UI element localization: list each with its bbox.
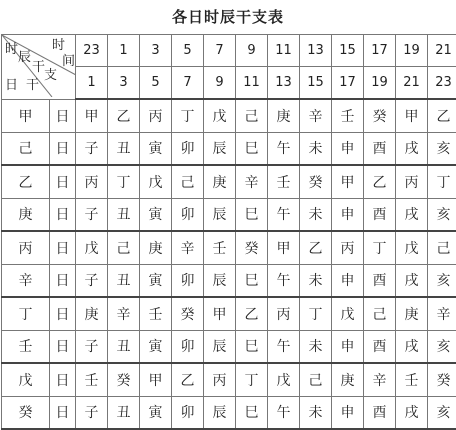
hour-stem-cell: 丙 <box>76 165 108 198</box>
time-end-cell: 13 <box>268 67 300 100</box>
branch-row <box>2 198 456 231</box>
time-end-cell: 9 <box>204 67 236 100</box>
hour-branch-cell: 辰 <box>204 264 236 297</box>
hour-branch-cell: 丑 <box>108 264 140 297</box>
hour-stem-cell: 己 <box>364 297 396 330</box>
day-stem-label: 辛 <box>2 264 50 297</box>
hour-stem-cell: 癸 <box>172 297 204 330</box>
stem-row <box>2 165 456 198</box>
day-stem-label: 乙 <box>2 165 50 198</box>
day-stem-label: 甲 <box>2 99 50 132</box>
corner-gan-bottom: 干 <box>26 79 39 92</box>
time-start-cell: 9 <box>236 35 268 67</box>
hour-branch-cell: 巳 <box>236 198 268 231</box>
hour-branch-cell: 亥 <box>428 264 456 297</box>
hour-branch-cell: 戌 <box>396 396 428 429</box>
branch-row <box>2 396 456 429</box>
hour-branch-cell: 午 <box>268 330 300 363</box>
hour-stem-cell: 戊 <box>140 165 172 198</box>
time-start-cell: 19 <box>396 35 428 67</box>
ganzhi-table <box>1 34 456 430</box>
hour-stem-cell: 庚 <box>268 99 300 132</box>
time-end-cell: 21 <box>396 67 428 100</box>
hour-branch-cell: 丑 <box>108 132 140 165</box>
hour-stem-cell: 己 <box>300 363 332 396</box>
hour-stem-cell: 乙 <box>364 165 396 198</box>
time-start-cell: 7 <box>204 35 236 67</box>
hour-branch-cell: 亥 <box>428 132 456 165</box>
hour-stem-cell: 壬 <box>76 363 108 396</box>
time-start-cell: 11 <box>268 35 300 67</box>
hour-stem-cell: 丙 <box>396 165 428 198</box>
hour-branch-cell: 巳 <box>236 264 268 297</box>
hour-branch-cell: 亥 <box>428 198 456 231</box>
hour-branch-cell: 巳 <box>236 330 268 363</box>
hour-stem-cell: 己 <box>428 231 456 264</box>
hour-stem-cell: 壬 <box>140 297 172 330</box>
time-start-cell: 1 <box>108 35 140 67</box>
hour-stem-cell: 己 <box>236 99 268 132</box>
hour-stem-cell: 辛 <box>172 231 204 264</box>
hour-stem-cell: 甲 <box>76 99 108 132</box>
hour-branch-cell: 子 <box>76 198 108 231</box>
day-ri-label: 日 <box>50 363 76 396</box>
hour-branch-cell: 卯 <box>172 132 204 165</box>
hour-branch-cell: 辰 <box>204 132 236 165</box>
hour-stem-cell: 戊 <box>268 363 300 396</box>
day-ri-label: 日 <box>50 132 76 165</box>
hour-stem-cell: 甲 <box>396 99 428 132</box>
corner-ri: 日 <box>5 79 18 92</box>
time-end-cell: 17 <box>332 67 364 100</box>
hour-stem-cell: 癸 <box>108 363 140 396</box>
time-start-cell: 21 <box>428 35 456 67</box>
table-title: 各日时辰干支表 <box>0 6 456 27</box>
hour-stem-cell: 丙 <box>204 363 236 396</box>
stem-row <box>2 363 456 396</box>
hour-branch-cell: 寅 <box>140 330 172 363</box>
hour-stem-cell: 丁 <box>428 165 456 198</box>
corner-chen: 辰 <box>18 51 31 64</box>
hour-stem-cell: 甲 <box>332 165 364 198</box>
hour-branch-cell: 戌 <box>396 132 428 165</box>
hour-branch-cell: 亥 <box>428 396 456 429</box>
day-stem-label: 壬 <box>2 330 50 363</box>
day-ri-label: 日 <box>50 330 76 363</box>
time-start-cell: 5 <box>172 35 204 67</box>
hour-branch-cell: 酉 <box>364 330 396 363</box>
hour-branch-cell: 戌 <box>396 198 428 231</box>
hour-stem-cell: 丁 <box>364 231 396 264</box>
day-stem-label: 己 <box>2 132 50 165</box>
hour-branch-cell: 申 <box>332 132 364 165</box>
hour-stem-cell: 乙 <box>236 297 268 330</box>
hour-stem-cell: 丁 <box>300 297 332 330</box>
hour-branch-cell: 卯 <box>172 198 204 231</box>
time-start-cell: 13 <box>300 35 332 67</box>
hour-branch-cell: 酉 <box>364 132 396 165</box>
corner-cell <box>2 35 76 100</box>
hour-stem-cell: 乙 <box>108 99 140 132</box>
time-end-cell: 7 <box>172 67 204 100</box>
hour-stem-cell: 乙 <box>300 231 332 264</box>
hour-stem-cell: 辛 <box>300 99 332 132</box>
hour-branch-cell: 酉 <box>364 198 396 231</box>
hour-stem-cell: 丁 <box>236 363 268 396</box>
hour-stem-cell: 戊 <box>396 231 428 264</box>
day-ri-label: 日 <box>50 99 76 132</box>
hour-branch-cell: 卯 <box>172 264 204 297</box>
hour-stem-cell: 壬 <box>268 165 300 198</box>
hour-branch-cell: 卯 <box>172 396 204 429</box>
stem-row <box>2 99 456 132</box>
hour-stem-cell: 乙 <box>428 99 456 132</box>
day-ri-label: 日 <box>50 231 76 264</box>
hour-stem-cell: 丁 <box>172 99 204 132</box>
hour-stem-cell: 庚 <box>204 165 236 198</box>
hour-stem-cell: 丙 <box>332 231 364 264</box>
branch-row <box>2 132 456 165</box>
hour-branch-cell: 辰 <box>204 330 236 363</box>
hour-stem-cell: 庚 <box>76 297 108 330</box>
hour-branch-cell: 辰 <box>204 198 236 231</box>
hour-branch-cell: 寅 <box>140 264 172 297</box>
hour-stem-cell: 癸 <box>236 231 268 264</box>
hour-stem-cell: 辛 <box>236 165 268 198</box>
corner-jian: 间 <box>62 55 75 68</box>
hour-branch-cell: 午 <box>268 198 300 231</box>
hour-branch-cell: 寅 <box>140 198 172 231</box>
corner-shi-top: 时 <box>52 39 65 52</box>
header-row-start <box>2 35 456 67</box>
hour-stem-cell: 壬 <box>204 231 236 264</box>
hour-branch-cell: 子 <box>76 132 108 165</box>
stem-row <box>2 297 456 330</box>
hour-branch-cell: 亥 <box>428 330 456 363</box>
hour-branch-cell: 巳 <box>236 396 268 429</box>
hour-branch-cell: 午 <box>268 132 300 165</box>
day-stem-label: 庚 <box>2 198 50 231</box>
hour-branch-cell: 丑 <box>108 198 140 231</box>
hour-branch-cell: 未 <box>300 330 332 363</box>
time-start-cell: 3 <box>140 35 172 67</box>
hour-branch-cell: 未 <box>300 264 332 297</box>
time-end-cell: 23 <box>428 67 456 100</box>
time-start-cell: 15 <box>332 35 364 67</box>
hour-stem-cell: 辛 <box>108 297 140 330</box>
hour-branch-cell: 未 <box>300 396 332 429</box>
hour-branch-cell: 申 <box>332 198 364 231</box>
hour-branch-cell: 子 <box>76 264 108 297</box>
hour-stem-cell: 丙 <box>140 99 172 132</box>
time-end-cell: 19 <box>364 67 396 100</box>
hour-stem-cell: 甲 <box>268 231 300 264</box>
hour-stem-cell: 戊 <box>76 231 108 264</box>
hour-stem-cell: 丁 <box>108 165 140 198</box>
time-end-cell: 1 <box>76 67 108 100</box>
hour-stem-cell: 庚 <box>396 297 428 330</box>
hour-stem-cell: 癸 <box>300 165 332 198</box>
day-stem-label: 癸 <box>2 396 50 429</box>
hour-branch-cell: 戌 <box>396 264 428 297</box>
time-end-cell: 15 <box>300 67 332 100</box>
hour-branch-cell: 巳 <box>236 132 268 165</box>
time-end-cell: 5 <box>140 67 172 100</box>
time-end-cell: 3 <box>108 67 140 100</box>
hour-stem-cell: 甲 <box>204 297 236 330</box>
hour-stem-cell: 乙 <box>172 363 204 396</box>
corner-gan-mid: 干 <box>32 61 45 74</box>
hour-stem-cell: 甲 <box>140 363 172 396</box>
hour-stem-cell: 己 <box>108 231 140 264</box>
hour-stem-cell: 癸 <box>428 363 456 396</box>
hour-stem-cell: 庚 <box>332 363 364 396</box>
hour-branch-cell: 寅 <box>140 132 172 165</box>
hour-branch-cell: 申 <box>332 264 364 297</box>
hour-branch-cell: 子 <box>76 330 108 363</box>
hour-stem-cell: 壬 <box>332 99 364 132</box>
hour-branch-cell: 丑 <box>108 330 140 363</box>
day-stem-label: 丙 <box>2 231 50 264</box>
hour-branch-cell: 戌 <box>396 330 428 363</box>
time-end-cell: 11 <box>236 67 268 100</box>
stem-row <box>2 231 456 264</box>
time-start-cell: 17 <box>364 35 396 67</box>
hour-stem-cell: 庚 <box>140 231 172 264</box>
corner-zhi: 支 <box>44 69 57 82</box>
hour-branch-cell: 未 <box>300 198 332 231</box>
hour-stem-cell: 丙 <box>268 297 300 330</box>
hour-stem-cell: 己 <box>172 165 204 198</box>
hour-branch-cell: 酉 <box>364 396 396 429</box>
hour-stem-cell: 辛 <box>428 297 456 330</box>
hour-stem-cell: 壬 <box>396 363 428 396</box>
time-start-cell: 23 <box>76 35 108 67</box>
day-ri-label: 日 <box>50 264 76 297</box>
hour-stem-cell: 辛 <box>364 363 396 396</box>
branch-row <box>2 330 456 363</box>
day-stem-label: 丁 <box>2 297 50 330</box>
hour-branch-cell: 酉 <box>364 264 396 297</box>
day-ri-label: 日 <box>50 165 76 198</box>
hour-branch-cell: 午 <box>268 396 300 429</box>
day-ri-label: 日 <box>50 297 76 330</box>
hour-stem-cell: 戊 <box>204 99 236 132</box>
corner-shi-left: 时 <box>5 43 18 56</box>
day-stem-label: 戊 <box>2 363 50 396</box>
hour-branch-cell: 申 <box>332 396 364 429</box>
branch-row <box>2 264 456 297</box>
hour-stem-cell: 癸 <box>364 99 396 132</box>
hour-branch-cell: 午 <box>268 264 300 297</box>
hour-stem-cell: 戊 <box>332 297 364 330</box>
hour-branch-cell: 申 <box>332 330 364 363</box>
hour-branch-cell: 未 <box>300 132 332 165</box>
hour-branch-cell: 卯 <box>172 330 204 363</box>
hour-branch-cell: 丑 <box>108 396 140 429</box>
hour-branch-cell: 寅 <box>140 396 172 429</box>
day-ri-label: 日 <box>50 396 76 429</box>
day-ri-label: 日 <box>50 198 76 231</box>
hour-branch-cell: 子 <box>76 396 108 429</box>
hour-branch-cell: 辰 <box>204 396 236 429</box>
